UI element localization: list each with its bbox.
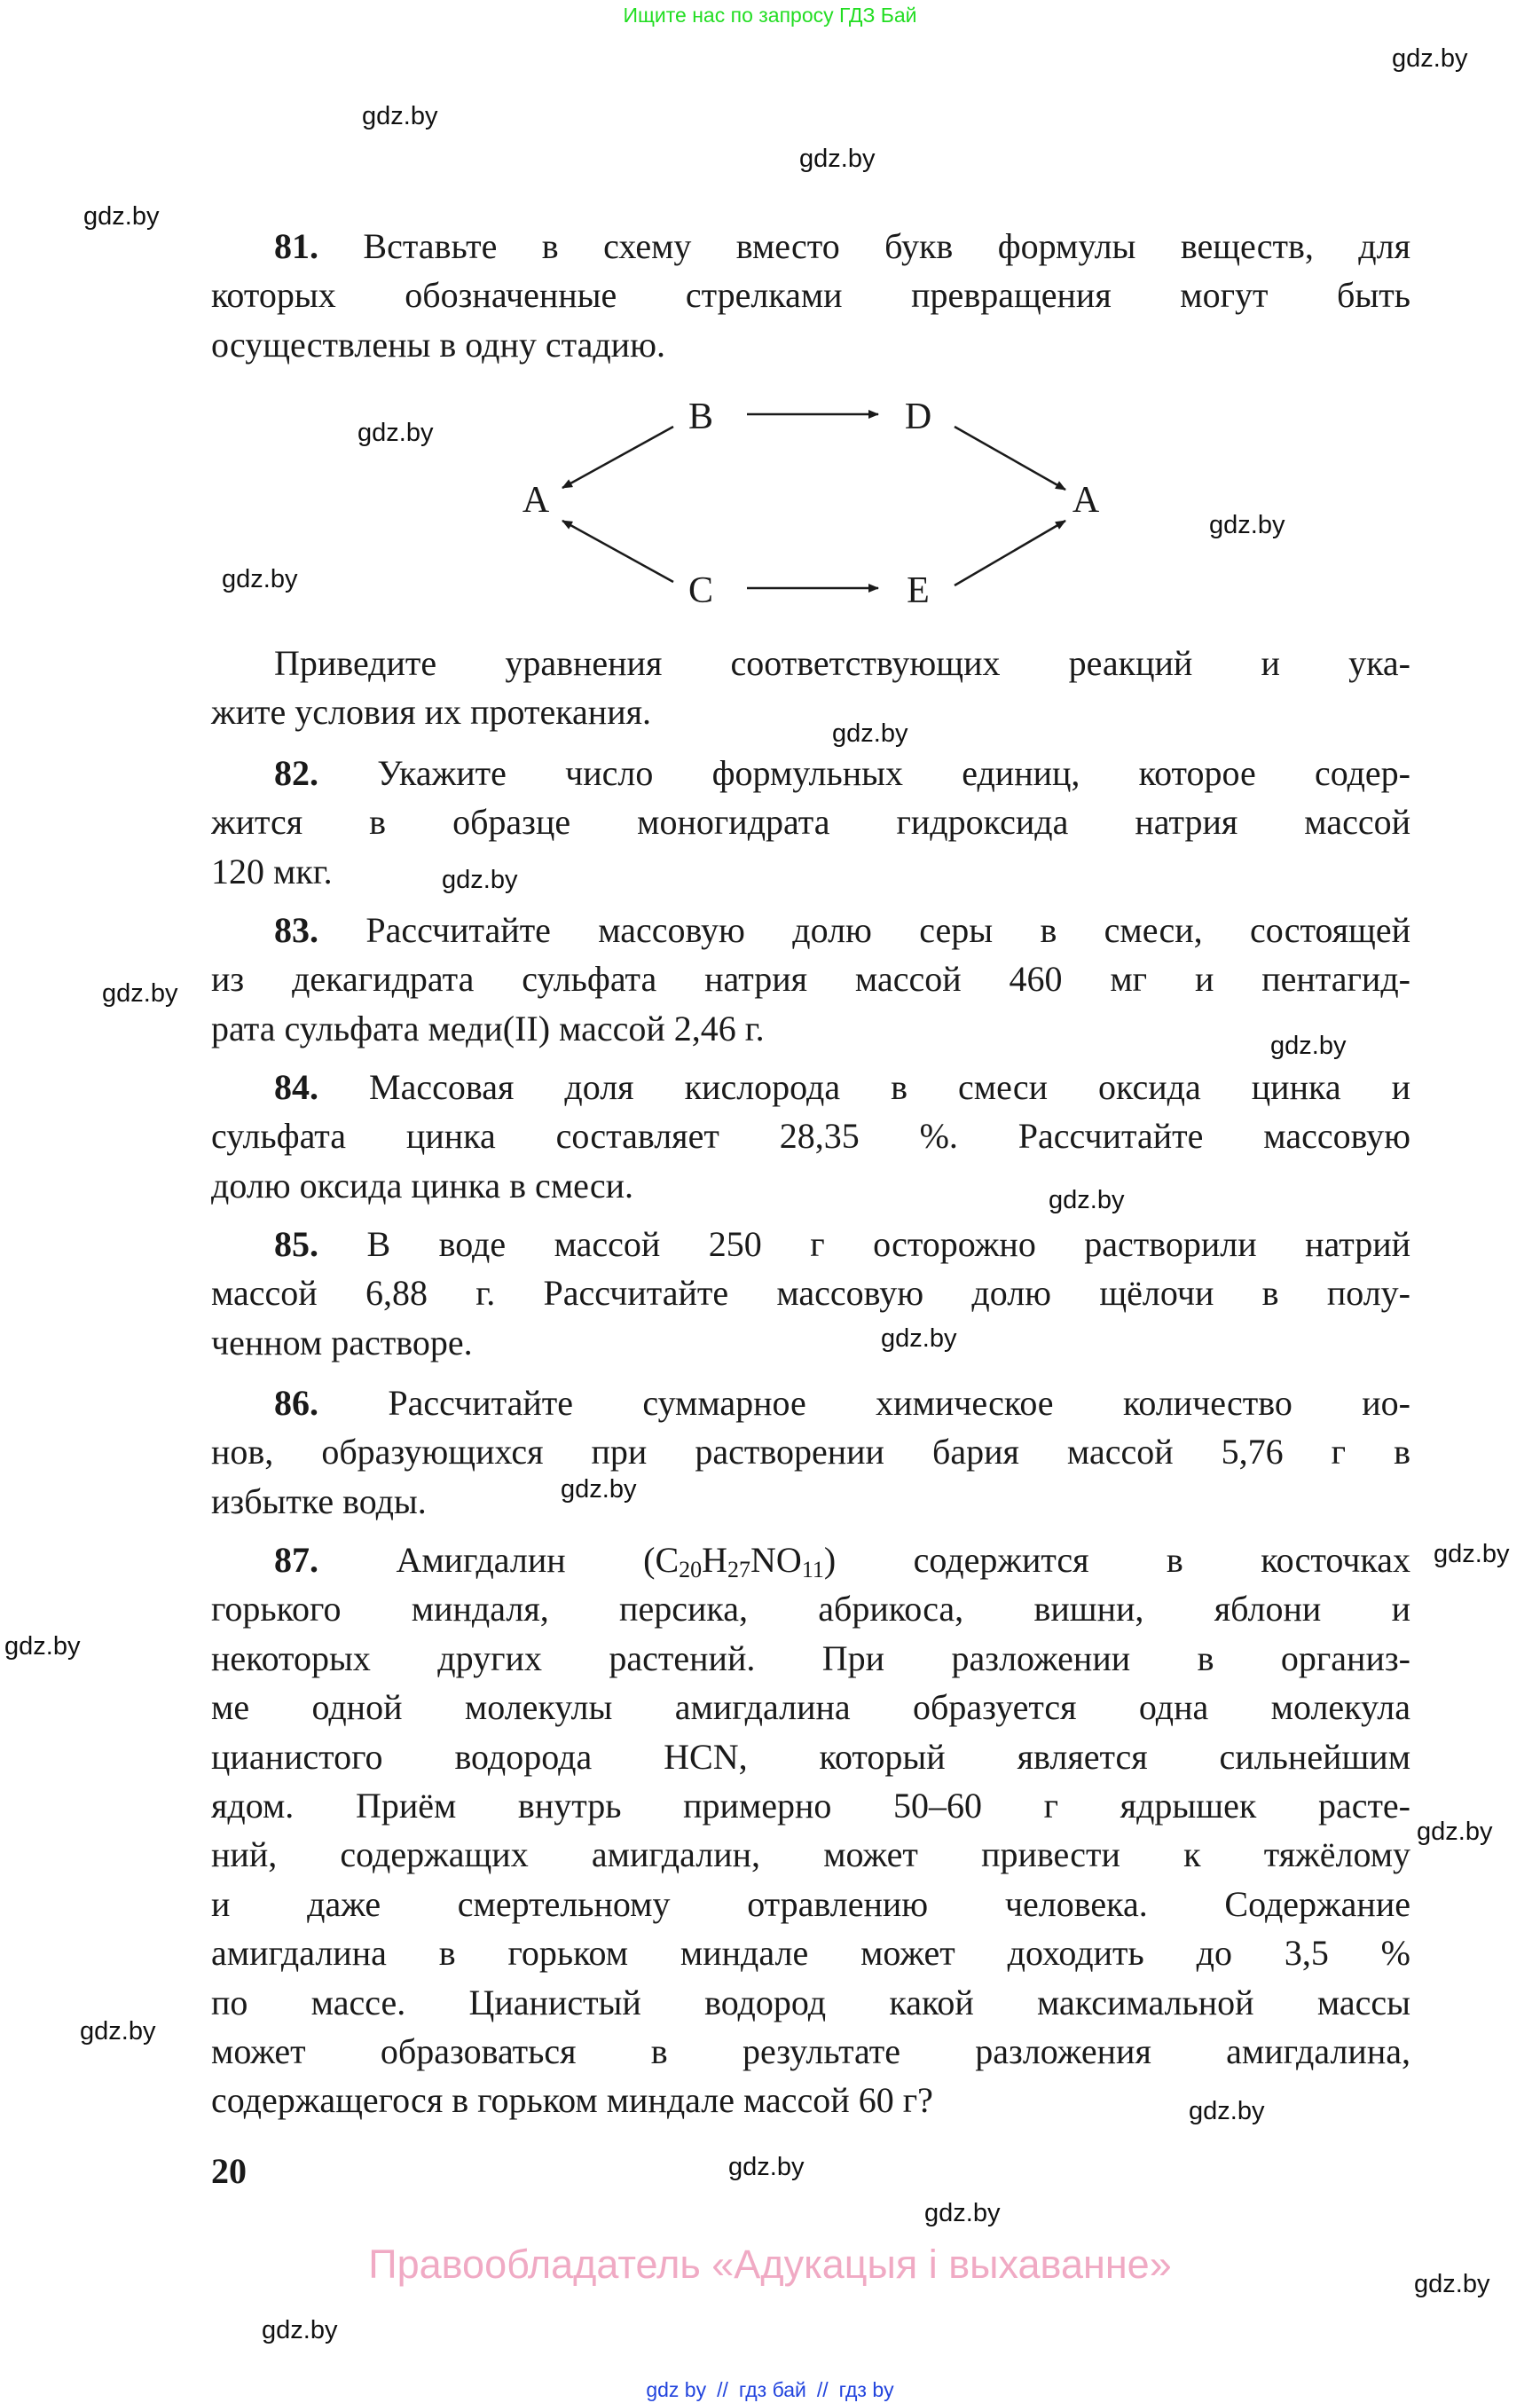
text-segment: ядом. Приём внутрь примерно 50–60 г ядрышек расте- — [211, 1785, 1410, 1826]
text-line — [211, 1378, 1410, 1427]
gdz-watermark: gdz.by — [4, 1632, 81, 1661]
gdz-watermark: gdz.by — [1414, 2270, 1490, 2298]
text-line — [211, 320, 1410, 369]
amygdalin-formula — [655, 1540, 823, 1580]
problem-83 — [211, 906, 1410, 1053]
text-segment: В воде массой 250 г осторожно растворили натрий — [366, 1224, 1410, 1264]
text-line — [211, 1220, 1410, 1268]
problem-85 — [211, 1220, 1410, 1367]
problem-number: 85. — [274, 1224, 318, 1264]
text-segment: ченном растворе. — [211, 1322, 473, 1362]
text-line — [211, 1111, 1410, 1160]
text-line — [211, 1477, 1410, 1526]
text-segment: которых обозначенные стрелками превращения могут быть — [211, 275, 1410, 316]
scheme-node-b: B — [688, 397, 714, 437]
text-line — [211, 1427, 1410, 1476]
problem-87 — [211, 1535, 1410, 2125]
gdz-watermark: gdz.by — [832, 719, 908, 748]
text-line — [211, 1978, 1410, 2027]
gdz-watermark: gdz.by — [1189, 2097, 1265, 2125]
footer-separator: // — [816, 2378, 829, 2401]
text-line — [211, 1781, 1410, 1830]
gdz-watermark: gdz.by — [362, 102, 438, 130]
text-line — [211, 1880, 1410, 1928]
text-line — [211, 639, 1410, 687]
text-segment: и даже смертельному отравлению человека. Содержание — [211, 1883, 1410, 1924]
text-segment: 120 мкг. — [211, 851, 333, 891]
arrow-d-to-a — [955, 427, 1065, 490]
gdz-watermark: gdz.by — [222, 565, 298, 593]
text-line — [211, 1161, 1410, 1210]
arrow-e-to-a — [955, 521, 1065, 585]
text-segment: амигдалина в горьком миндале может доходить до 3,5 % — [211, 1933, 1410, 1974]
text-line — [211, 1683, 1410, 1732]
text-segment: по массе. Цианистый водород какой максимальной массы — [211, 1982, 1410, 2022]
gdz-watermark: gdz.by — [83, 202, 160, 231]
formula-subscript: 11 — [801, 1557, 824, 1582]
text-line — [211, 1268, 1410, 1317]
gdz-watermark: gdz.by — [728, 2153, 805, 2181]
gdz-watermark: gdz.by — [442, 866, 518, 894]
text-segment: может образоваться в результате разложения амигдалина, — [211, 2030, 1410, 2071]
text-segment: жите условия их протекания. — [211, 692, 651, 733]
gdz-watermark: gdz.by — [1049, 1186, 1125, 1214]
formula-subscript: 27 — [727, 1557, 751, 1582]
problem-number: 82. — [274, 753, 318, 793]
scheme-node-c: C — [688, 570, 714, 611]
search-banner-link[interactable]: Ищите нас по запросу ГДЗ Бай — [623, 4, 917, 27]
gdz-watermark: gdz.by — [1434, 1540, 1510, 1568]
text-segment: рата сульфата меди(II) массой 2,46 г. — [211, 1008, 765, 1048]
text-segment: цианистого водорода HCN, который является сильнейшим — [211, 1736, 1410, 1777]
text-segment: из декагидрата сульфата натрия массой 460 мг и пентагид- — [211, 959, 1410, 1000]
text-segment: Рассчитайте суммарное химическое количество ио- — [388, 1383, 1410, 1423]
arrow-b-to-a — [562, 427, 673, 488]
problem-number: 84. — [274, 1067, 318, 1107]
gdz-watermark: gdz.by — [262, 2316, 338, 2344]
text-line — [211, 1584, 1410, 1633]
arrow-c-to-a — [562, 521, 673, 582]
gdz-watermark: gdz.by — [881, 1324, 957, 1353]
scheme-node-a-right: A — [1072, 480, 1100, 521]
gdz-watermark: gdz.by — [924, 2199, 1001, 2227]
text-segment: Укажите число формульных единиц, которое содер- — [377, 753, 1410, 793]
text-line — [211, 797, 1410, 846]
text-segment: некоторых других растений. При разложении в организ- — [211, 1637, 1410, 1678]
text-segment: ме одной молекулы амигдалина образуется одна молекула — [211, 1687, 1410, 1728]
text-line — [211, 1004, 1410, 1053]
text-segment: горького миндаля, персика, абрикоса, вишни, яблони и — [211, 1589, 1410, 1629]
text-segment: массой 6,88 г. Рассчитайте массовую долю щёлочи в полу- — [211, 1273, 1410, 1314]
text-segment: Приведите уравнения соответствующих реакций и ука- — [274, 643, 1410, 683]
text-segment: долю оксида цинка в смеси. — [211, 1165, 634, 1205]
formula-element: C — [655, 1540, 680, 1580]
problem-number: 81. — [274, 226, 318, 266]
rights-holder-notice: Правообладатель «Адукацыя і выхаванне» — [368, 2242, 1172, 2287]
gdz-watermark: gdz.by — [1270, 1032, 1347, 1060]
scheme-node-a-left: A — [522, 480, 550, 521]
text-segment: сульфата цинка составляет 28,35 %. Рассчитайте массовую — [211, 1116, 1410, 1157]
text-segment: нов, образующихся при растворении бария массой 5,76 г в — [211, 1432, 1410, 1472]
text-segment: Рассчитайте массовую долю серы в смеси, состоящей — [365, 910, 1410, 950]
text-segment: жится в образце моногидрата гидроксида натрия массой — [211, 802, 1410, 843]
text-segment: Вставьте в схему вместо букв формулы веществ, для — [363, 226, 1410, 266]
page-number: 20 — [211, 2151, 247, 2191]
scheme-node-e: E — [907, 570, 930, 611]
text-line — [211, 1928, 1410, 1977]
text-line — [211, 1318, 1410, 1367]
text-line — [211, 1830, 1410, 1879]
footer-link-gdz-by[interactable]: gdz by — [646, 2378, 707, 2401]
gdz-watermark: gdz.by — [358, 419, 434, 447]
problem-number: 86. — [274, 1383, 318, 1423]
formula-element: NO — [750, 1540, 802, 1580]
gdz-watermark: gdz.by — [102, 979, 178, 1008]
problem-81-continuation — [211, 639, 1410, 737]
text-line — [211, 906, 1410, 954]
text-segment: ) содержится в косточках — [823, 1540, 1410, 1580]
footer-links — [0, 2378, 1540, 2402]
text-line — [211, 687, 1410, 736]
text-line — [211, 749, 1410, 797]
text-segment: содержащегося в горьком миндале массой 60 г? — [211, 2080, 933, 2121]
problem-number: 87. — [274, 1540, 318, 1580]
scheme-node-d: D — [904, 397, 932, 437]
text-line — [211, 847, 1410, 896]
text-line — [211, 1634, 1410, 1683]
gdz-watermark: gdz.by — [1417, 1818, 1493, 1846]
footer-separator: // — [717, 2378, 728, 2401]
gdz-watermark: gdz.by — [80, 2017, 156, 2046]
gdz-watermark: gdz.by — [1209, 511, 1285, 539]
text-line — [211, 954, 1410, 1003]
footer-link-gdz-by-cyr[interactable]: гдз by — [838, 2378, 894, 2401]
text-line — [211, 1063, 1410, 1111]
text-line — [211, 2027, 1410, 2076]
gdz-watermark: gdz.by — [799, 145, 876, 173]
problem-86 — [211, 1378, 1410, 1526]
text-segment: осуществлены в одну стадию. — [211, 324, 665, 365]
gdz-watermark: gdz.by — [1392, 44, 1468, 73]
formula-subscript: 20 — [679, 1557, 703, 1582]
text-line — [211, 222, 1410, 271]
problem-81 — [211, 222, 1410, 369]
formula-element: H — [702, 1540, 728, 1580]
text-segment: Амигдалин ( — [396, 1540, 656, 1580]
text-line — [211, 1732, 1410, 1781]
text-line — [211, 271, 1410, 319]
text-line — [211, 1535, 1410, 1584]
problem-82 — [211, 749, 1410, 896]
problem-84 — [211, 1063, 1410, 1210]
problem-number: 83. — [274, 910, 318, 950]
text-segment: ний, содержащих амигдалин, может привести к тяжёлому — [211, 1834, 1410, 1875]
text-segment: Массовая доля кислорода в смеси оксида цинка и — [369, 1067, 1410, 1107]
footer-link-gdz-bai[interactable]: гдз бай — [738, 2378, 806, 2401]
text-segment: избытке воды. — [211, 1480, 427, 1521]
gdz-watermark: gdz.by — [561, 1475, 637, 1504]
